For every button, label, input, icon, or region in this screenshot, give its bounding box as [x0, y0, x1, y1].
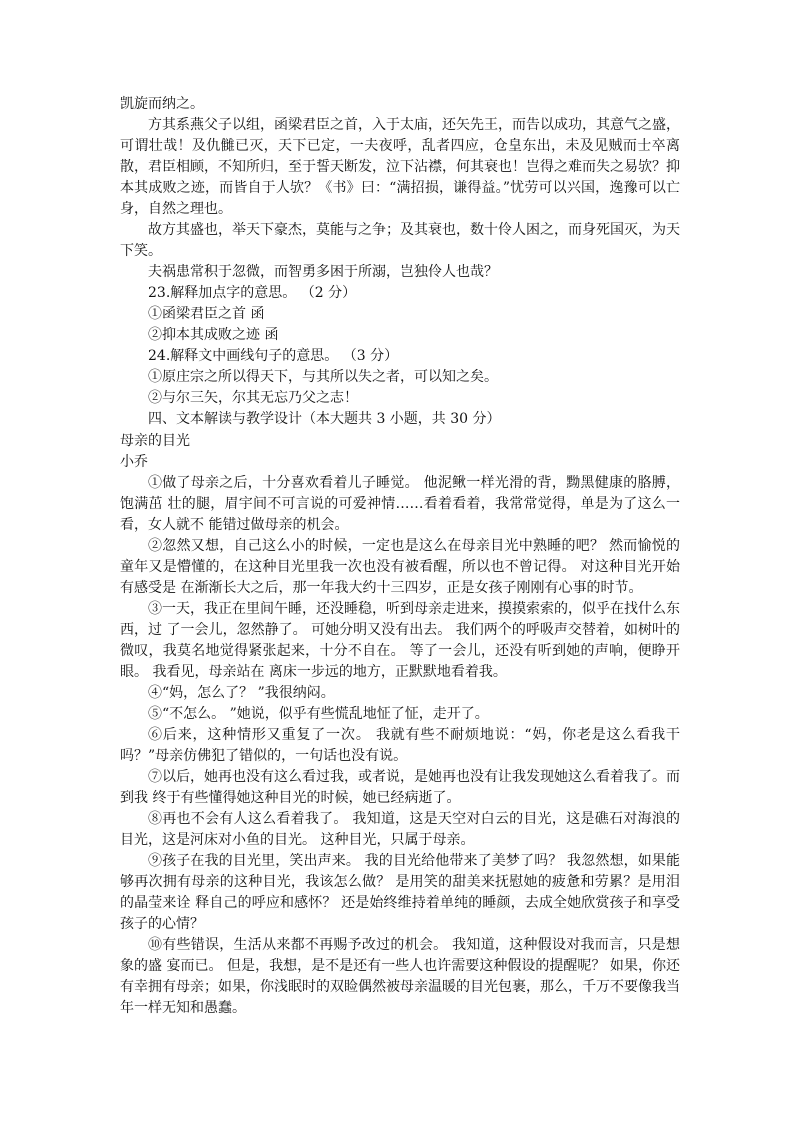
- question-24-item-1: ①原庄宗之所以得天下，与其所以失之者，可以知之矣。: [148, 369, 498, 385]
- classical-text-paragraph: 夫祸患常积于忽微，而智勇多困于所溺，岂独伶人也哉？: [148, 264, 498, 280]
- essay-paragraph: ⑧再也不会有人这么看着我了。 我知道，这是天空对白云的目光，这是礁石对海浪的目光，这是河床对小鱼的目光。 这种目光，只属于母亲。: [120, 811, 680, 848]
- essay-paragraph: ⑨孩子在我的目光里，笑出声来。 我的目光给他带来了美梦了吗？ 我忽然想，如果能够再次拥有母亲的这种目光，我该怎么做？ 是用笑的甜美来抚慰她的疲惫和劳累？是用泪的晶莹来诠 释自己的呼应和感怀？ 还是始终维持着单纯的睡颜，去成全她欣赏孩子和享受孩子的心情？: [120, 853, 680, 932]
- classical-text-fragment: 凯旋而纳之。: [120, 96, 204, 112]
- essay-paragraph: ③一天，我正在里间午睡，还没睡稳，听到母亲走进来，摸摸索索的，似乎在找什么东西，过 了一会儿，忽然静了。 可她分明又没有出去。 我们两个的呼吸声交替着，如树叶的微叹，我莫名地觉得紧张起来，十分不自在。 等了一会儿，还没有听到她的声响，便睁开眼。 我看见，母亲站在 离床一步远的地方，正默默地看着我。: [120, 601, 680, 680]
- essay-paragraph: ⑦以后，她再也没有这么看过我，或者说，是她再也没有让我发现她这么看着我了。而到我 终于有些懂得她这种目光的时候，她已经病逝了。: [120, 769, 680, 806]
- question-23-item-2: ②抑本其成败之迹 函: [148, 327, 279, 343]
- essay-author: 小乔: [120, 454, 148, 470]
- essay-paragraph: ④“妈，怎么了？ ”我很纳闷。: [148, 685, 335, 701]
- page-content: [120, 94, 680, 1019]
- question-23-item-1: ①函梁君臣之首 函: [148, 306, 265, 322]
- essay-paragraph: ②忽然又想，自己这么小的时候，一定也是这么在母亲目光中熟睡的吧？ 然而愉悦的童年又是懵懂的，在这种目光里我一次也没有被看醒，所以也不曾记得。 对这种目光开始有感受是 在渐渐长大之后，那一年我大约十三四岁，正是女孩子刚刚有心事的时节。: [120, 538, 680, 596]
- classical-text-paragraph: 方其系燕父子以组，函梁君臣之首，入于太庙，还矢先王，而告以成功，其意气之盛，可谓壮哉！及仇雠已灭，天下已定，一夫夜呼，乱者四应，仓皇东出，未及见贼而士卒离散，君臣相顾，不知所归，至于誓天断发，泣下沾襟，何其衰也！岂得之难而失之易欤？抑本其成败之迹，而皆自于人欤？《书》曰：“满招损，谦得益。”忧劳可以兴国，逸豫可以亡身，自然之理也。: [120, 117, 680, 217]
- section-heading: 四、文本解读与教学设计（本大题共 3 小题，共 30 分）: [148, 411, 501, 427]
- essay-paragraph: ⑤“不怎么。 ”她说，似乎有些慌乱地怔了怔，走开了。: [148, 706, 489, 722]
- question-23: 23.解释加点字的意思。 （2 分）: [148, 285, 357, 301]
- classical-text-paragraph: 故方其盛也，举天下豪杰，莫能与之争；及其衰也，数十伶人困之，而身死国灭，为天下笑。: [120, 222, 680, 259]
- question-24-item-2: ②与尔三矢，尔其无忘乃父之志！: [148, 390, 358, 406]
- essay-paragraph: ⑩有些错误，生活从来都不再赐予改过的机会。 我知道，这种假设对我而言，只是想象的盛 宴而已。 但是，我想，是不是还有一些人也许需要这种假设的提醒呢？ 如果，你还有幸拥有母亲；如果，你浅眠时的双睑偶然被母亲温暖的目光包裹，那么，千万不要像我当年一样无知和愚蠢。: [120, 937, 680, 1016]
- essay-title: 母亲的目光: [120, 433, 190, 449]
- question-24: 24.解释文中画线句子的意思。 （3 分）: [148, 348, 399, 364]
- essay-paragraph: ⑥后来，这种情形又重复了一次。 我就有些不耐烦地说：“妈，你老是这么看我干吗？”母亲仿佛犯了错似的，一句话也没有说。: [120, 727, 680, 764]
- essay-paragraph: ①做了母亲之后，十分喜欢看着儿子睡觉。 他泥鳅一样光滑的背，黝黑健康的胳膊，饱满茁 壮的腿，眉宇间不可言说的可爱神情……看着看着，我常常觉得，单是为了这么一看，女人就不 能错过做母亲的机会。: [120, 475, 680, 533]
